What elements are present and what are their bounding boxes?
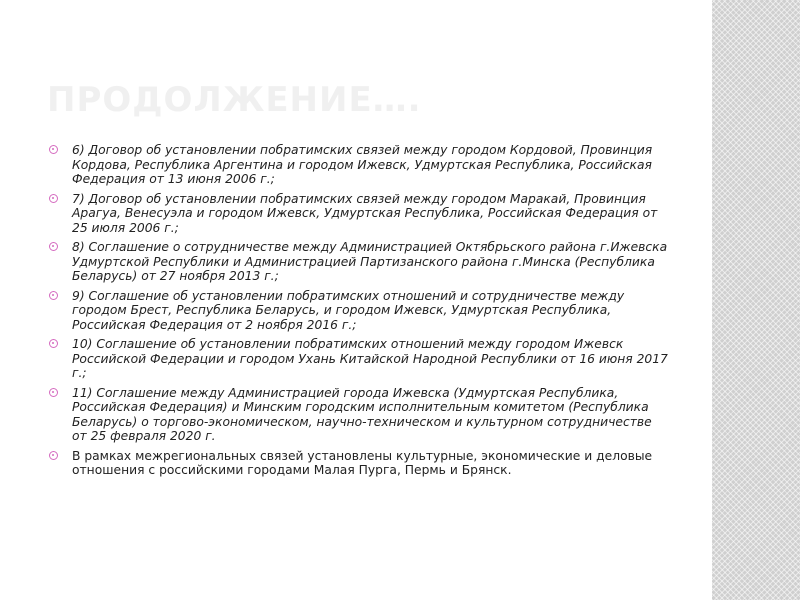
list-item bbox=[49, 337, 669, 381]
list-item bbox=[49, 449, 669, 478]
bullet-icon bbox=[49, 291, 58, 300]
slide-title: ПРОДОЛЖЕНИЕ…. bbox=[47, 80, 422, 120]
list-item-text: 10) Соглашение об установлении побратимских отношений между городом Ижевск Российской Федерации и городом Ухань Китайской Народной Республики от 16 июня 2017 г.; bbox=[72, 337, 668, 380]
list-item bbox=[49, 386, 669, 444]
list-item bbox=[49, 289, 669, 333]
bullet-icon bbox=[49, 388, 58, 397]
list-item bbox=[49, 143, 669, 187]
bullet-icon bbox=[49, 451, 58, 460]
list-item bbox=[49, 192, 669, 236]
bullet-icon bbox=[49, 194, 58, 203]
list-item-text: 11) Соглашение между Администрацией города Ижевска (Удмуртская Республика, Российская Федерация) и Минским городским исполнительным комитетом (Республика Беларусь) о торгово-экономическом, научно-техническом и культурном сотрудничестве от 25 февраля 2020 г. bbox=[72, 385, 652, 443]
decorative-side-stripe bbox=[712, 0, 800, 600]
bullet-icon bbox=[49, 339, 58, 348]
list-item-text: 8) Соглашение о сотрудничестве между Администрацией Октябрьского района г.Ижевска Удмуртской Республики и Администрацией Партизанского района г.Минска (Республика Беларусь) от 27 ноября 2013 г.; bbox=[72, 240, 668, 283]
list-item-text: В рамках межрегиональных связей установлены культурные, экономические и деловые отношения с российскими городами Малая Пурга, Пермь и Брянск. bbox=[72, 448, 653, 477]
list-item bbox=[49, 240, 669, 284]
bullet-icon bbox=[49, 242, 58, 251]
list-item-text: 7) Договор об установлении побратимских связей между городом Маракай, Провинция Арагуа, Венесуэла и городом Ижевск, Удмуртская Республика, Российская Федерация от 25 июля 2006 г.; bbox=[72, 191, 658, 235]
list-item-text: 9) Соглашение об установлении побратимских отношений и сотрудничестве между городом Брест, Республика Беларусь, и городом Ижевск, Удмуртская Республика, Российская Федерация от 2 ноября 2016 г.; bbox=[72, 288, 625, 332]
list-item-text: 6) Договор об установлении побратимских связей между городом Кордовой, Провинция Кордова, Республика Аргентина и городом Ижевск, Удмуртская Республика, Российская Федерация от 13 июня 2006 г.; bbox=[72, 143, 653, 186]
bullet-list bbox=[49, 143, 669, 483]
bullet-icon bbox=[49, 145, 58, 154]
